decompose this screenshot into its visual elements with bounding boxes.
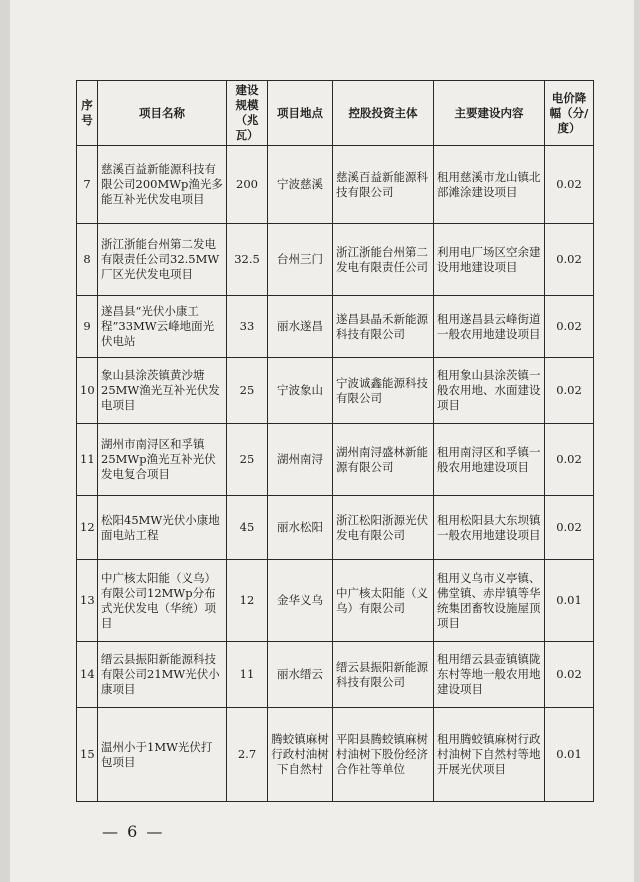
cell-location: 宁波慈溪 [268, 146, 333, 224]
table-row [77, 146, 594, 224]
cell-location: 台州三门 [268, 224, 333, 296]
cell-name: 象山县涂茨镇黄沙塘25MW渔光互补光伏发电项目 [98, 358, 227, 424]
cell-scale: 11 [227, 642, 268, 708]
cell-price: 0.02 [545, 642, 594, 708]
header-content: 主要建设内容 [434, 81, 545, 146]
cell-scale: 12 [227, 560, 268, 642]
cell-owner: 慈溪百益新能源科技有限公司 [333, 146, 434, 224]
cell-content: 租用腾蛟镇麻树行政村油树下自然村等地开展光伏项目 [434, 708, 545, 802]
cell-scale: 32.5 [227, 224, 268, 296]
cell-name: 遂昌县“光伏小康工程”33MW云峰地面光伏电站 [98, 296, 227, 358]
cell-seq: 7 [77, 146, 98, 224]
cell-seq: 8 [77, 224, 98, 296]
cell-price: 0.02 [545, 224, 594, 296]
cell-scale: 45 [227, 496, 268, 560]
table-row [77, 424, 594, 496]
cell-seq: 14 [77, 642, 98, 708]
cell-price: 0.01 [545, 560, 594, 642]
cell-name: 慈溪百益新能源科技有限公司200MWp渔光多能互补光伏发电项目 [98, 146, 227, 224]
cell-content: 租用慈溪市龙山镇北部滩涂建设项目 [434, 146, 545, 224]
table-row [77, 358, 594, 424]
cell-scale: 25 [227, 424, 268, 496]
cell-owner: 中广核太阳能（义乌）有限公司 [333, 560, 434, 642]
page-number: — 6 — [102, 822, 165, 841]
cell-location: 宁波象山 [268, 358, 333, 424]
cell-name: 松阳45MW光伏小康地面电站工程 [98, 496, 227, 560]
cell-price: 0.02 [545, 296, 594, 358]
header-scale: 建设规模（兆瓦） [227, 81, 268, 146]
cell-location: 丽水遂昌 [268, 296, 333, 358]
cell-owner: 宁波诚鑫能源科技有限公司 [333, 358, 434, 424]
cell-seq: 10 [77, 358, 98, 424]
cell-price: 0.02 [545, 496, 594, 560]
table-row [77, 224, 594, 296]
header-location: 项目地点 [268, 81, 333, 146]
cell-owner: 浙江松阳浙源光伏发电有限公司 [333, 496, 434, 560]
cell-content: 租用缙云县壶镇镇陇东村等地一般农用地建设项目 [434, 642, 545, 708]
table-row [77, 496, 594, 560]
cell-seq: 13 [77, 560, 98, 642]
table-row [77, 560, 594, 642]
cell-name: 浙江浙能台州第二发电有限责任公司32.5MW厂区光伏发电项目 [98, 224, 227, 296]
cell-location: 丽水松阳 [268, 496, 333, 560]
cell-content: 利用电厂场区空余建设用地建设项目 [434, 224, 545, 296]
cell-owner: 浙江浙能台州第二发电有限责任公司 [333, 224, 434, 296]
cell-price: 0.02 [545, 146, 594, 224]
cell-scale: 2.7 [227, 708, 268, 802]
cell-content: 租用义乌市义亭镇、佛堂镇、赤岸镇等华统集团畜牧设施屋顶项目 [434, 560, 545, 642]
cell-price: 0.02 [545, 424, 594, 496]
cell-scale: 25 [227, 358, 268, 424]
cell-owner: 平阳县腾蛟镇麻树村油树下股份经济合作社等单位 [333, 708, 434, 802]
cell-location: 腾蛟镇麻树行政村油树下自然村 [268, 708, 333, 802]
cell-price: 0.01 [545, 708, 594, 802]
cell-owner: 湖州南浔盛林新能源有限公司 [333, 424, 434, 496]
cell-name: 缙云县振阳新能源科技有限公司21MW光伏小康项目 [98, 642, 227, 708]
cell-owner: 缙云县振阳新能源科技有限公司 [333, 642, 434, 708]
cell-seq: 15 [77, 708, 98, 802]
cell-scale: 33 [227, 296, 268, 358]
cell-name: 中广核太阳能（义乌）有限公司12MWp分布式光伏发电（华统）项目 [98, 560, 227, 642]
table-header-row [77, 81, 594, 146]
cell-content: 租用松阳县大东坝镇一般农用地建设项目 [434, 496, 545, 560]
cell-seq: 11 [77, 424, 98, 496]
table-row [77, 708, 594, 802]
document-page [10, 0, 634, 882]
cell-content: 租用南浔区和孚镇一般农用地建设项目 [434, 424, 545, 496]
cell-content: 租用象山县涂茨镇一般农用地、水面建设项目 [434, 358, 545, 424]
cell-location: 金华义乌 [268, 560, 333, 642]
table-row [77, 296, 594, 358]
header-name: 项目名称 [98, 81, 227, 146]
cell-location: 湖州南浔 [268, 424, 333, 496]
cell-content: 租用遂昌县云峰街道一般农用地建设项目 [434, 296, 545, 358]
cell-owner: 遂昌县晶禾新能源科技有限公司 [333, 296, 434, 358]
project-table [76, 80, 594, 802]
cell-scale: 200 [227, 146, 268, 224]
header-owner: 控股投资主体 [333, 81, 434, 146]
cell-location: 丽水缙云 [268, 642, 333, 708]
cell-name: 湖州市南浔区和孚镇25MWp渔光互补光伏发电复合项目 [98, 424, 227, 496]
cell-seq: 9 [77, 296, 98, 358]
table-row [77, 642, 594, 708]
header-seq: 序号 [77, 81, 98, 146]
cell-name: 温州小于1MW光伏打包项目 [98, 708, 227, 802]
header-price: 电价降幅（分/度） [545, 81, 594, 146]
cell-seq: 12 [77, 496, 98, 560]
cell-price: 0.02 [545, 358, 594, 424]
